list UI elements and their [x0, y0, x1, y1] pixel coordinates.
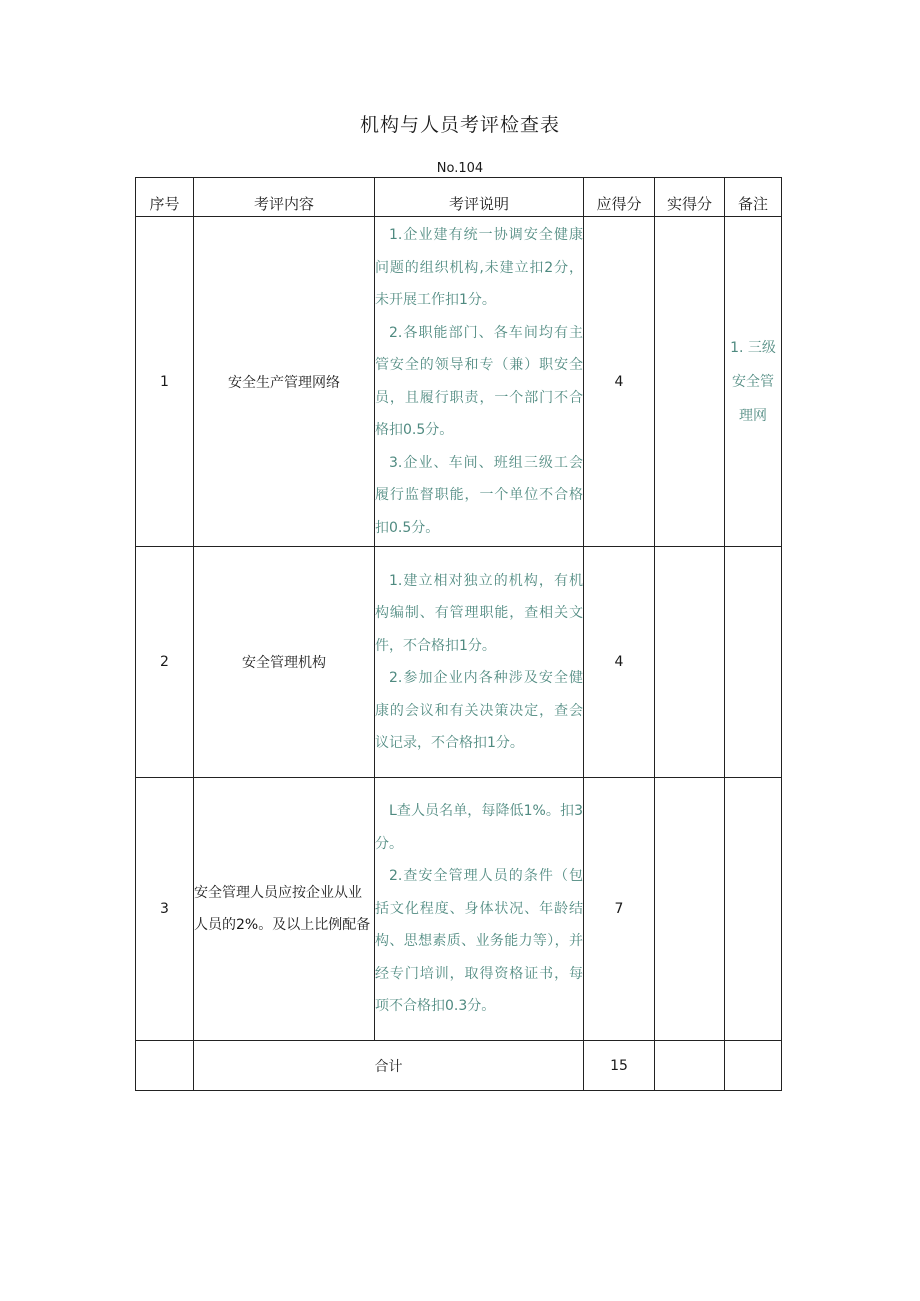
row-actual-score — [655, 778, 725, 1041]
row-actual-score — [655, 547, 725, 778]
remark-line: 1. 三级 — [730, 339, 776, 356]
row-seq: 1 — [136, 217, 194, 547]
total-seq-cell — [136, 1041, 194, 1091]
header-desc: 考评说明 — [375, 178, 584, 217]
desc-item: 2.参加企业内各种涉及安全健康的会议和有关决策决定，查会议记录，不合格扣1分。 — [375, 670, 583, 751]
desc-item: 2.查安全管理人员的条件（包括文化程度、身体状况、年龄结构、思想素质、业务能力等），并经专门培训，取得资格证书，每项不合格扣0.3分。 — [375, 868, 583, 1015]
row-seq: 3 — [136, 778, 194, 1041]
desc-item: 3.企业、车间、班组三级工会履行监督职能，一个单位不合格扣0.5分。 — [375, 454, 583, 536]
row-seq: 2 — [136, 547, 194, 778]
row-content: 安全管理机构 — [194, 547, 375, 778]
row-desc — [375, 217, 584, 547]
evaluation-table — [135, 177, 782, 1091]
table-row — [136, 547, 782, 778]
table-row — [136, 217, 782, 547]
remark-line: 安全管 — [732, 373, 774, 390]
desc-item: 1.建立相对独立的机构，有机构编制、有管理职能，查相关文件，不合格扣1分。 — [375, 572, 583, 654]
table-row — [136, 778, 782, 1041]
row-due-score: 4 — [584, 547, 655, 778]
document-number: No.104 — [436, 161, 484, 176]
desc-item: 1.企业建有统一协调安全健康问题的组织机构,未建立扣2分，未开展工作扣1分。 — [375, 227, 583, 308]
header-seq: 序号 — [136, 178, 194, 217]
total-remark — [725, 1041, 782, 1091]
total-label: 合计 — [194, 1041, 584, 1091]
row-remark — [725, 547, 782, 778]
row-due-score: 4 — [584, 217, 655, 547]
desc-item: 2.各职能部门、各车间均有主管安全的领导和专（兼）职安全员，且履行职责，一个部门不合格扣0.5分。 — [375, 324, 583, 438]
desc-item: L查人员名单，每降低1%。扣3分。 — [375, 803, 583, 852]
row-content: 安全生产管理网络 — [194, 217, 375, 547]
header-actual: 实得分 — [655, 178, 725, 217]
header-remark: 备注 — [725, 178, 782, 217]
table-header-row — [136, 178, 782, 217]
remark-line: 理网 — [739, 407, 767, 424]
total-actual-score — [655, 1041, 725, 1091]
row-content: 安全管理人员应按企业从业人员的2%。及以上比例配备 — [194, 778, 375, 1041]
row-remark — [725, 217, 782, 547]
header-content: 考评内容 — [194, 178, 375, 217]
row-desc — [375, 547, 584, 778]
row-due-score: 7 — [584, 778, 655, 1041]
page-title: 机构与人员考评检查表 — [359, 114, 560, 136]
row-desc — [375, 778, 584, 1041]
row-actual-score — [655, 217, 725, 547]
header-due: 应得分 — [584, 178, 655, 217]
total-due-score: 15 — [584, 1041, 655, 1091]
row-remark — [725, 778, 782, 1041]
total-row — [136, 1041, 782, 1091]
